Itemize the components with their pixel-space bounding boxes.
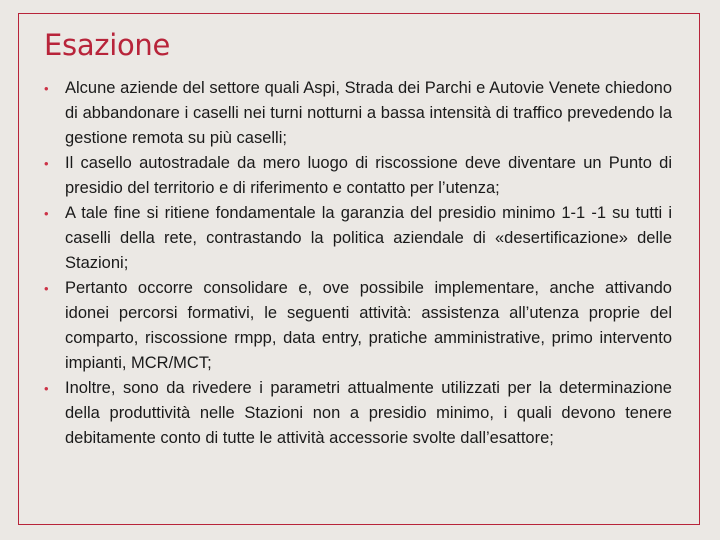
bullet-icon: • (44, 281, 49, 296)
bullet-item (44, 151, 672, 201)
bullet-text: Inoltre, sono da rivedere i parametri attualmente utilizzati per la determinazione della produttività nelle Stazioni non a presidio minimo, i quali devono tenere debitamente conto di tutte le attività accessorie svolte dall’esattore; (65, 379, 672, 447)
bullet-item (44, 201, 672, 276)
bullet-icon: • (44, 156, 49, 171)
bullet-text: Alcune aziende del settore quali Aspi, Strada dei Parchi e Autovie Venete chiedono di abbandonare i caselli nei turni notturni a bassa intensità di traffico prevedendo la gestione remota su più caselli; (65, 79, 672, 147)
bullet-item (44, 376, 672, 451)
bullet-text: A tale fine si ritiene fondamentale la garanzia del presidio minimo 1-1 -1 su tutti i caselli della rete, contrastando la politica aziendale di «desertificazione» delle Stazioni; (65, 204, 672, 272)
bullet-icon: • (44, 81, 49, 96)
bullet-item (44, 76, 672, 151)
bullet-item (44, 276, 672, 376)
bullet-icon: • (44, 206, 49, 221)
bullet-text: Il casello autostradale da mero luogo di riscossione deve diventare un Punto di presidio del territorio e di riferimento e contatto per l’utenza; (65, 154, 672, 197)
slide-title: Esazione (44, 28, 171, 62)
bullet-icon: • (44, 381, 49, 396)
bullet-text: Pertanto occorre consolidare e, ove possibile implementare, anche attivando idonei percorsi formativi, le seguenti attività: assistenza all’utenza proprie del comparto, riscossione rmpp, data entry, pratiche amministrative, primo intervento impianti, MCR/MCT; (65, 279, 672, 372)
bullet-list (44, 76, 672, 451)
